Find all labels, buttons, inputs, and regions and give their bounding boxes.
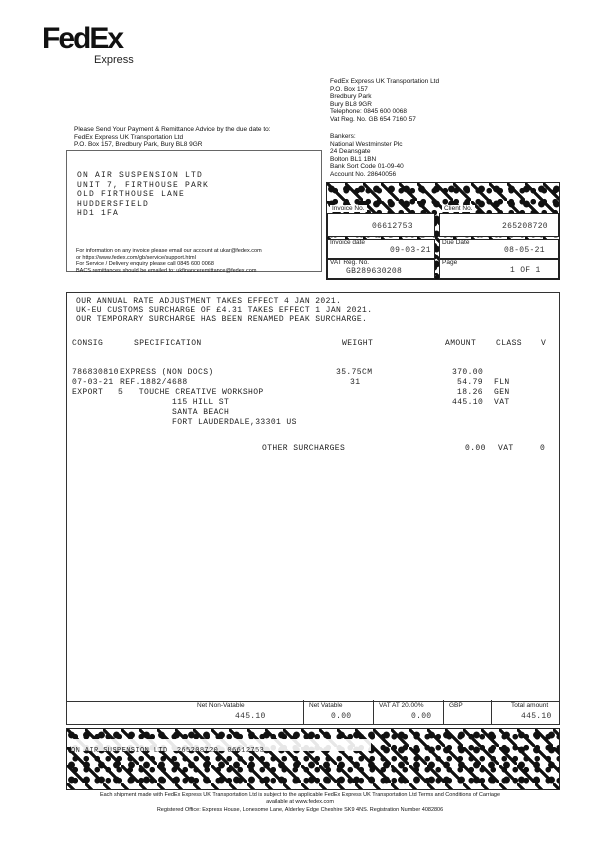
remittance-slip-band: [66, 728, 560, 790]
total-divider: [373, 700, 374, 724]
address-line: OLD FIRTHOUSE LANE: [77, 190, 186, 199]
currency-label: GBP: [449, 702, 463, 709]
net-non-vatable-label: Net Non-Vatable: [197, 702, 245, 709]
total-divider: [491, 700, 492, 724]
cell-weight: 31: [350, 378, 361, 387]
address-line: HUDDERSFIELD: [77, 199, 150, 209]
notice-line: OUR TEMPORARY SURCHARGE HAS BEEN RENAMED PEAK SURCHARGE.: [76, 315, 368, 324]
notice-line: UK-EU CUSTOMS SURCHARGE OF £4.31 TAKES EFFECT 1 JAN 2021.: [76, 306, 373, 315]
notice-line: OUR ANNUAL RATE ADJUSTMENT TAKES EFFECT 4 JAN 2021.: [76, 297, 342, 306]
vat-value: 0.00: [411, 712, 432, 721]
total-amount-value: 445.10: [521, 712, 552, 721]
header-class: CLASS: [496, 339, 523, 348]
sender-line: Vat Reg. No. GB 654 7160 57: [330, 115, 416, 123]
client-no-label: Client No.: [444, 205, 473, 212]
info-line: For information on any invoice please email our account at ukar@fedex.com: [76, 248, 262, 254]
barcode-strip: [71, 739, 371, 755]
bank-details: [330, 133, 530, 179]
client-no-value: 265208720: [502, 222, 548, 231]
cell-spec: REF.1882/4688: [120, 378, 188, 387]
bank-line: Bolton BL1 1BN: [330, 155, 377, 163]
sender-line: FedEx Express UK Transportation Ltd: [330, 78, 440, 85]
client-no-box: [439, 205, 559, 237]
remit-line: P.O. Box 157, Bredbury Park, Bury BL8 9GR: [74, 141, 203, 149]
invoice-date-value: 09-03-21: [390, 246, 431, 255]
cell-consig: 07-03-21: [72, 378, 114, 387]
info-line: BACS remittances should be emailed to: ukfinanceremittance@fedex.com: [76, 267, 257, 274]
address-line: UNIT 7, FIRTHOUSE PARK: [77, 180, 210, 190]
cell-class: VAT: [494, 398, 510, 407]
page-value: 1 OF 1: [510, 266, 541, 275]
logo-express-text: Express: [94, 54, 134, 66]
bank-line: Bank Sort Code 01-09-40: [330, 163, 404, 171]
cell-weight: 35.75CM: [336, 368, 373, 377]
due-date-box: [439, 239, 559, 259]
net-vatable-label: Net Vatable: [309, 702, 343, 709]
cell-class: GEN: [494, 388, 510, 397]
fedex-logo: [42, 22, 134, 66]
cell-spec: SANTA BEACH: [172, 408, 230, 417]
sender-line: P.O. Box 157: [330, 85, 368, 93]
address-line: HD1 1FA: [77, 209, 120, 218]
other-surcharges-class: VAT: [498, 444, 514, 453]
sender-line: Bredbury Park: [330, 93, 372, 101]
vat-label: VAT AT 20.00%: [379, 702, 424, 709]
logo-fedex-text: FedEx: [42, 22, 123, 55]
cell-amount: 18.26: [457, 388, 484, 397]
vat-reg-label: VAT Reg. No.: [330, 259, 370, 266]
cell-spec: 5 TOUCHE CREATIVE WORKSHOP: [118, 388, 264, 397]
footer-line: available at www.fedex.com: [266, 798, 334, 805]
bank-line: 24 Deansgate: [330, 148, 371, 156]
total-amount-label: Total amount: [511, 702, 549, 709]
rate-notice: [76, 297, 372, 324]
sender-line: Telephone: 0845 600 0068: [330, 108, 407, 116]
net-vatable-value: 0.00: [331, 712, 352, 721]
header-amount: AMOUNT: [445, 339, 477, 348]
cell-spec: 115 HILL ST: [172, 398, 230, 407]
bank-line: National Westminster Plc: [330, 140, 403, 148]
info-line: For Service / Delivery enquiry please call 0845 600 0068: [76, 261, 214, 268]
cell-amount: 370.00: [452, 368, 484, 377]
due-date-value: 08-05-21: [504, 246, 545, 255]
invoice-date-label: Invoice date: [330, 239, 366, 246]
remit-line: FedEx Express UK Transportation Ltd: [74, 133, 184, 141]
footer: [40, 792, 560, 814]
cell-spec: FORT LAUDERDALE,33301 US: [172, 418, 297, 427]
address-line: ON AIR SUSPENSION LTD: [77, 171, 204, 180]
total-divider: [303, 700, 304, 724]
header-weight: WEIGHT: [342, 339, 374, 348]
cell-spec: EXPRESS (NON DOCS): [120, 368, 214, 377]
header-consig: CONSIG: [72, 339, 104, 348]
sender-line: Bury BL8 9GR: [330, 100, 372, 108]
bank-line: Account No. 28640056: [330, 170, 397, 178]
header-v: V: [541, 339, 547, 348]
cell-consig: 786830810: [72, 368, 119, 377]
page-box: [439, 259, 559, 279]
sender-address: [330, 78, 530, 124]
cell-consig: EXPORT: [72, 388, 104, 397]
header-specification: SPECIFICATION: [134, 339, 202, 348]
totals-strip: [66, 700, 560, 725]
info-line: or https://www.fedex.com/gb/service/support.html: [76, 254, 196, 261]
invoice-body-frame: [66, 292, 560, 702]
cell-amount: 54.79: [457, 378, 484, 387]
recipient-address: [77, 171, 209, 219]
invoice-date-box: [327, 239, 435, 259]
other-surcharges-amount: 0.00: [465, 444, 486, 453]
invoice-no-box: [327, 205, 435, 237]
cell-class: FLN: [494, 378, 510, 387]
invoice-no-value: 06612753: [372, 222, 413, 231]
page-label: Page: [442, 259, 458, 266]
net-non-vatable-value: 445.10: [235, 712, 266, 721]
invoice-no-label: Invoice No.: [332, 205, 365, 212]
other-surcharges-label: OTHER SURCHARGES: [262, 444, 346, 453]
remittance-instructions: [74, 126, 334, 149]
other-surcharges-v: 0: [540, 444, 546, 453]
vat-reg-box: [327, 259, 435, 279]
cell-amount: 445.10: [452, 398, 484, 407]
remit-line: Please Send Your Payment & Remittance Advice by the due date to:: [74, 126, 271, 133]
vat-reg-value: GB289630208: [346, 267, 403, 276]
footer-line: Each shipment made with FedEx Express UK Transportation Ltd is subject to the applicable FedEx Express UK Transportation Ltd Terms and Conditions of Carriage: [99, 792, 501, 798]
footer-line: Registered Office: Express House, Lonesome Lane, Alderley Edge Cheshire SK9 4NS. Registration Number 4082806: [156, 807, 444, 814]
due-date-label: Due Date: [442, 239, 470, 246]
barcode-text: ON AIR SUSPENSION LTD 265208720 06612753: [71, 747, 265, 755]
invoice-info-panel: [326, 182, 560, 280]
bank-line: Bankers:: [330, 133, 356, 140]
contact-info: [76, 248, 326, 274]
total-divider: [443, 700, 444, 724]
